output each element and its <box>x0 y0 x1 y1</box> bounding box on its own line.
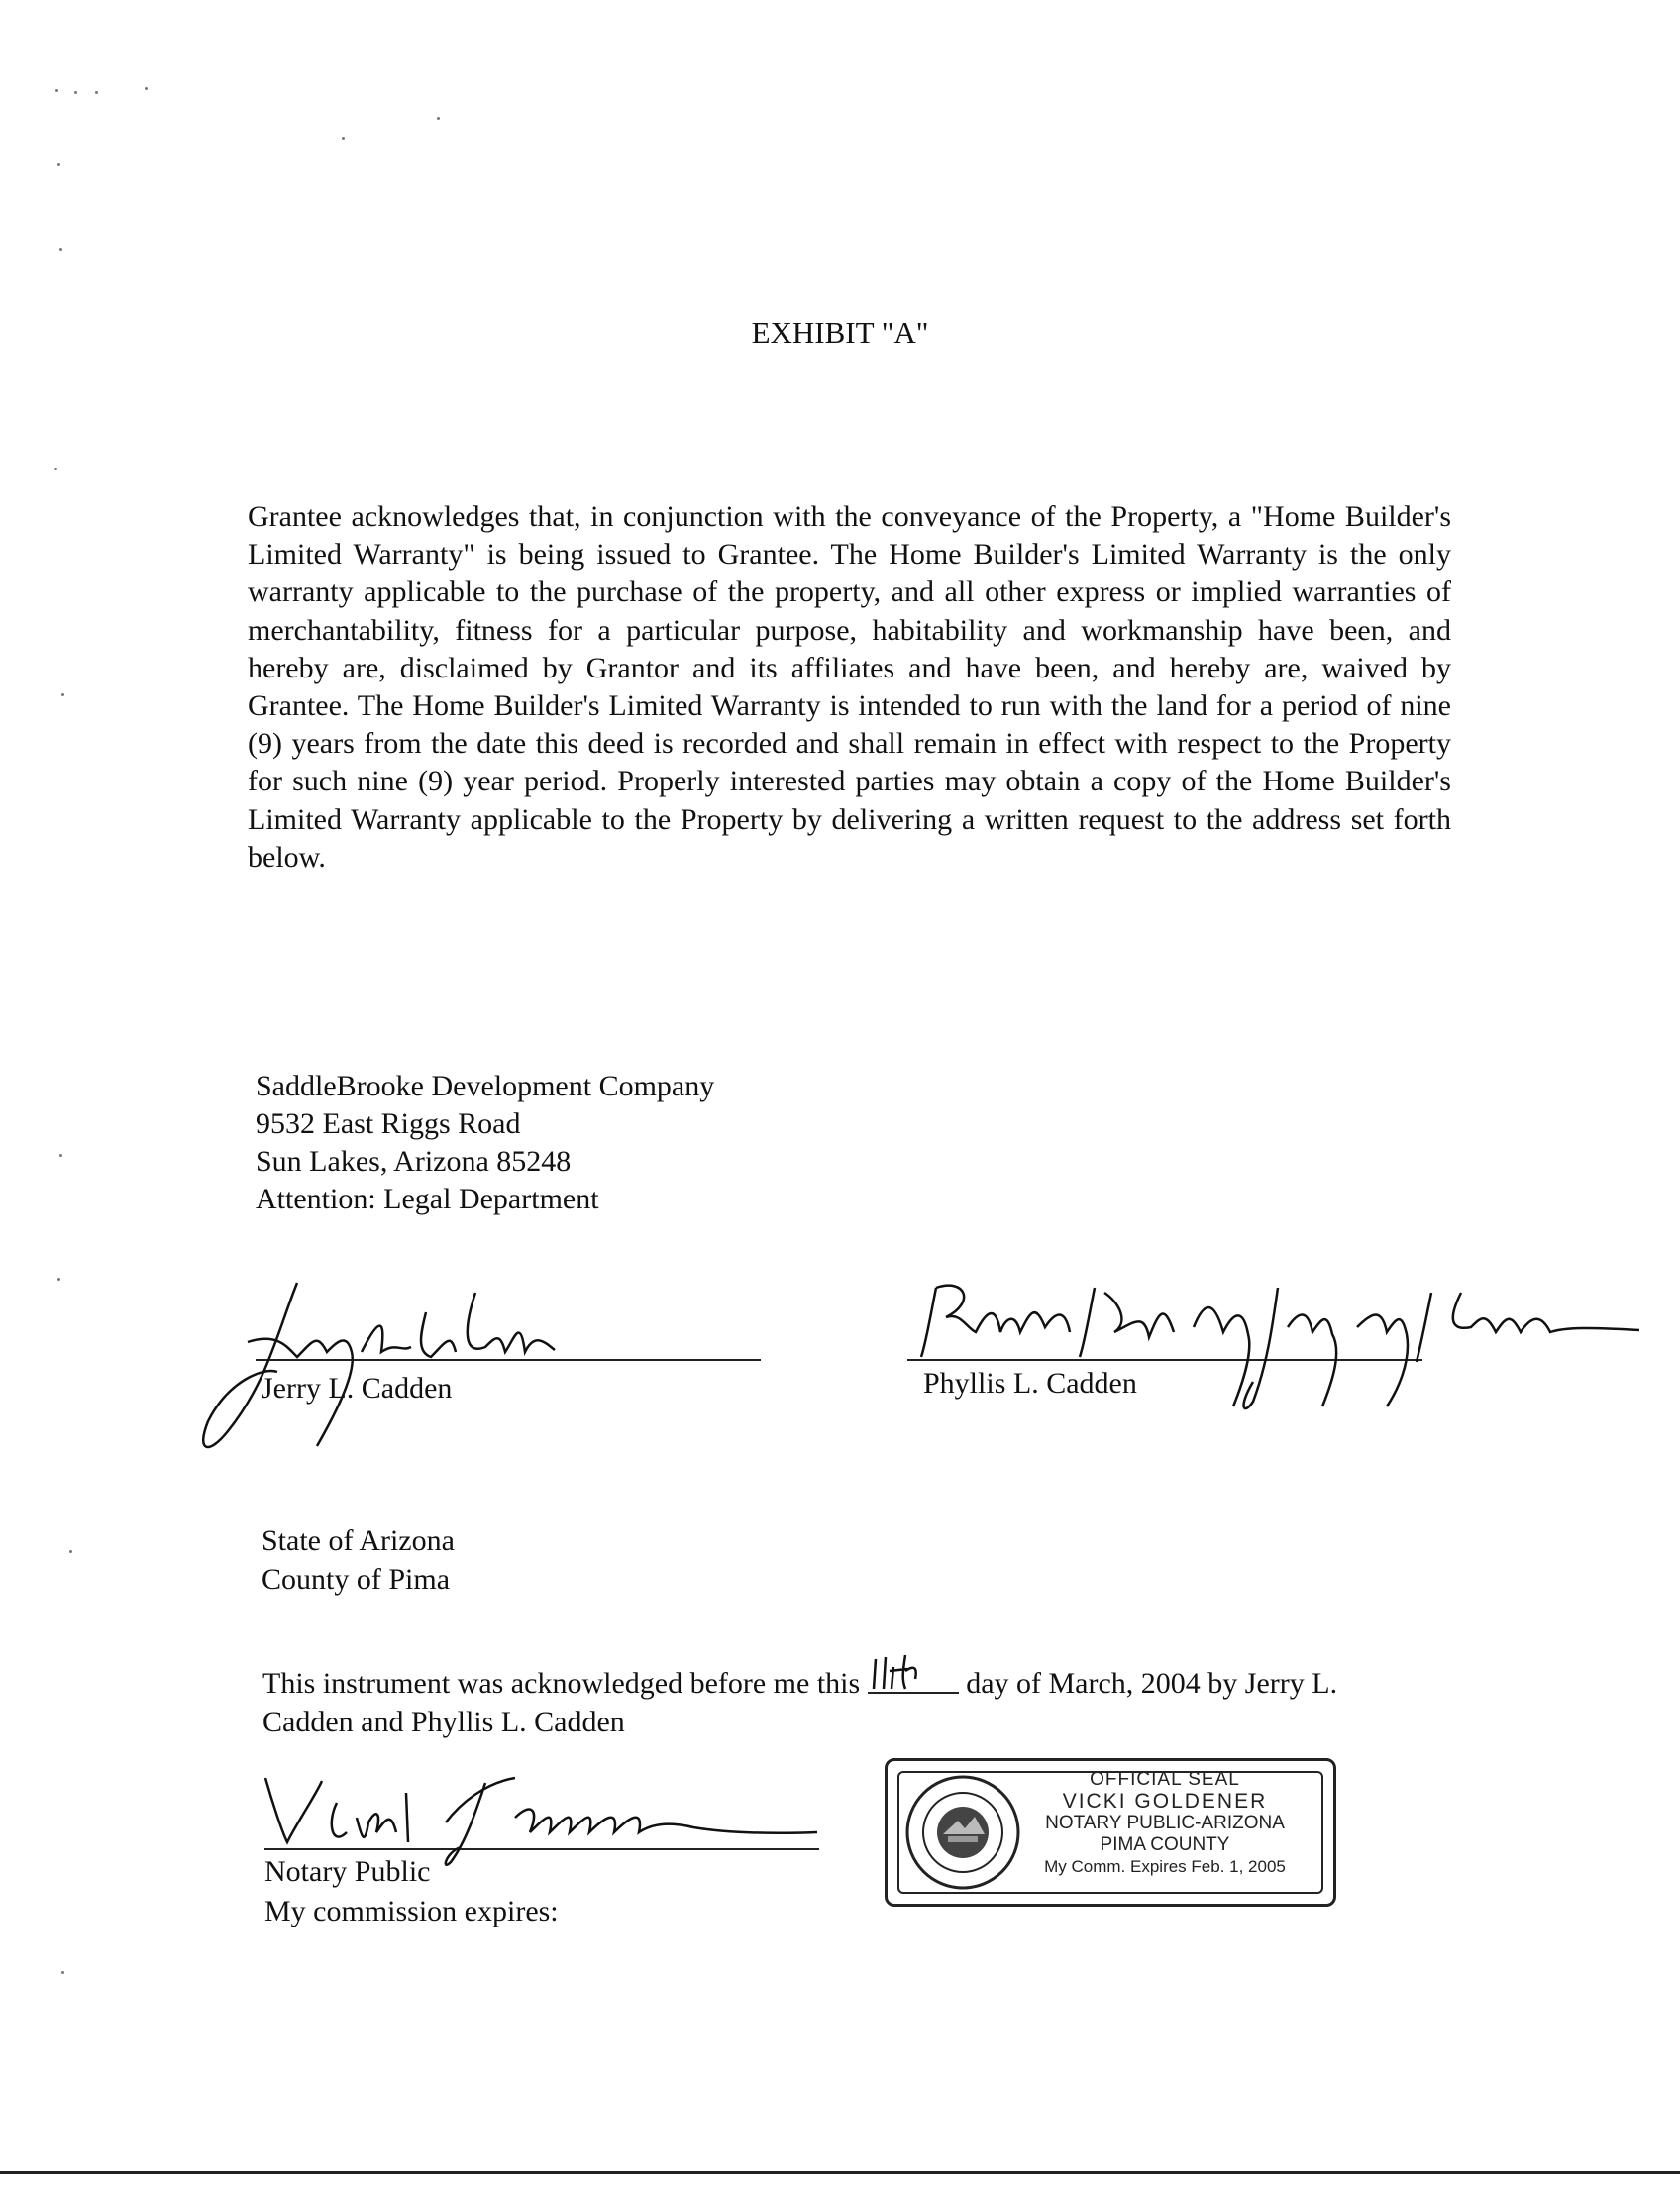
seal-text-block <box>1016 1769 1313 1878</box>
acknowledgment-line-1 <box>262 1663 1337 1703</box>
street-address: 9532 East Riggs Road <box>256 1107 521 1140</box>
company-name: SaddleBrooke Development Company <box>256 1070 715 1102</box>
venue-county: County of Pima <box>262 1563 451 1596</box>
acknowledgment-line-2: Cadden and Phyllis L. Cadden <box>262 1706 625 1738</box>
venue-state: State of Arizona <box>262 1524 455 1557</box>
acknowledgment-day <box>868 1663 959 1693</box>
signer-name-right: Phyllis L. Cadden <box>923 1367 1137 1400</box>
city-state-zip: Sun Lakes, Arizona 85248 <box>256 1145 572 1178</box>
seal-notary-name: VICKI GOLDENER <box>1062 1790 1268 1813</box>
page-bottom-edge <box>0 2171 1680 2174</box>
commission-expires-label: My commission expires: <box>264 1895 559 1927</box>
signer-name-left: Jerry L. Cadden <box>262 1372 453 1405</box>
arizona-state-seal-emblem <box>903 1773 1022 1892</box>
exhibit-title: EXHIBIT "A" <box>751 315 929 350</box>
seal-commission-expiry: My Comm. Expires Feb. 1, 2005 <box>1044 1857 1286 1876</box>
address-block <box>256 1068 714 1218</box>
handwritten-signature-jerry <box>188 1273 565 1461</box>
acknowledgment-before: This instrument was acknowledged before me this <box>262 1667 861 1700</box>
seal-official-seal: OFFICIAL SEAL <box>1090 1769 1240 1790</box>
venue-block <box>262 1521 455 1599</box>
seal-county: PIMA COUNTY <box>1100 1834 1230 1855</box>
official-seal-stamp <box>885 1758 1336 1907</box>
acknowledgment-block <box>262 1663 1337 1741</box>
notary-public-label: Notary Public <box>264 1855 431 1888</box>
notary-block <box>264 1852 559 1931</box>
acknowledgment-after: day of March, 2004 by Jerry L. <box>966 1667 1338 1700</box>
attention-line: Attention: Legal Department <box>256 1183 599 1215</box>
seal-notary-state: NOTARY PUBLIC-ARIZONA <box>1045 1813 1285 1833</box>
warranty-paragraph: Grantee acknowledges that, in conjunction with the conveyance of the Property, a "Home Builder's Limited Warranty" is being issued to Grantee. The Home Builder's Limited Warranty is the only warranty applicable to the purchase of the property, and all other express or implied warranties of merchantability, fitness for a particular purpose, habitability and workmanship have been, and hereby are, disclaimed by Grantor and its affiliates and have been, and hereby are, waived by Grantee. The Home Builder's Limited Warranty is intended to run with the land for a period of nine (9) years from the date this deed is recorded and shall remain in effect with respect to the Property for such nine (9) year period. Properly interested parties may obtain a copy of the Home Builder's Limited Warranty applicable to the Property by delivering a written request to the address set forth below. <box>248 500 1451 874</box>
handwritten-signature-phyllis <box>906 1273 1649 1421</box>
